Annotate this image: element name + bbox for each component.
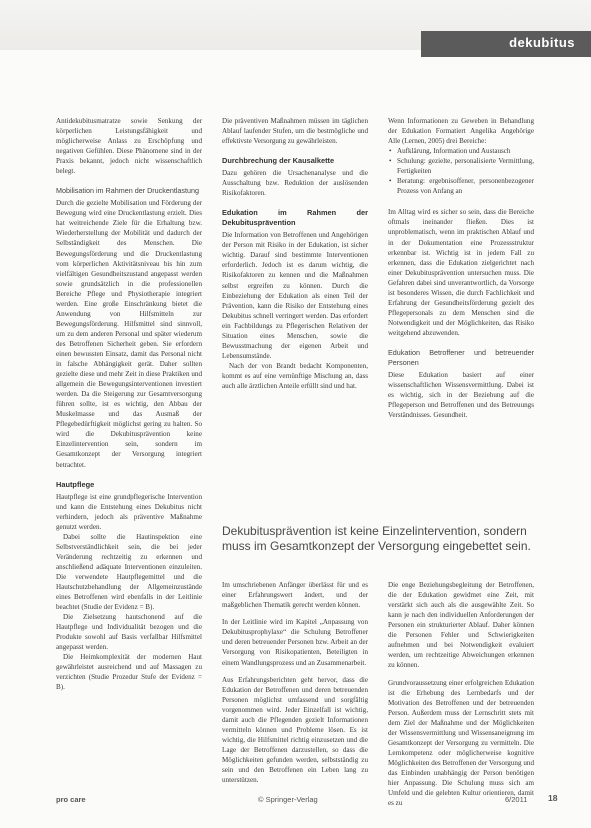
list-item: • Schulung: gezielte, personalisierte Vermittlung, Fertigkeiten — [397, 156, 534, 176]
paragraph: Im Alltag wird es sicher so sein, dass die Bereiche oftmals ineinander fließen. Dies ist unproblematisch, wenn im praktischen Ablauf und in der Dokumentation eine Prozessstruktur erkennbar ist. Wichtig ist in jedem Fall zu erkennen, dass die Edukation zielgerichtet nach einer Dekubitusprävention untersuchen muss. Die Gefahren dabei sind unverantwortlich, da Vorsorge ist besonderes Wissen, die durch Fachlichkeit und Erfahrung der Gesundheitsförderung gezielt des Pflegepersonals zu dem Menschen sind die Notwendigkeit und der Möglichkeiten, das Risiko weitgehend abzuwenden. — [388, 208, 534, 337]
section-title: dekubitus — [509, 35, 575, 50]
text-column-3 — [388, 116, 534, 420]
paragraph: Antidekubitusmatratze sowie Senkung der körperlichen Leistungsfähigkeit und möglicherweise Anlass zu Erschöpfung und negativen Gefühlen. Diese Phänomene sind in der Praxis bekannt, jedoch nicht wissenschaftlich belegt. — [56, 117, 202, 176]
section-heading: Edukation im Rahmen der Dekubitusprävention — [222, 208, 368, 228]
paragraph: Durch die gezielte Mobilisation und Förderung der Bewegung wird eine Druckentlastung erzielt. Dies hat weitreichende Ziele für die Erhaltung bzw. Wiederherstellung der Mobilität und dadurch der Selbständigkeit des Menschen. Die Bewegungsförderung und die Druckentlastung vom körperlichen Aktivitätsniveau bis hin zum vielfältigen Gesundheitszustand angepasst werden sowie grundsätzlich in die professionellen Bereiche Pflege und Physiotherapie integriert werden. Eine große Einschränkung bietet die Anwendung von Hilfsmitteln zur Bewegungsförderung. Hilfsmittel sind sinnvoll, um zu dem anderen Personal und später wiederum des Betroffenen Sicherheit geben. Sie erfordern einen bewussten Einsatz, damit das Personal nicht in falsche Abhängigkeit gerät. Daher sollten gezielte diese und mehr Zeit in diese Praktiken und allgemein die Bewegungsinterventionen investiert werden. Da die Steigerung zur Gesamtversorgung führen sollte, ist es wichtig, den Abbau der Muskelmasse und das Ausmaß der Pflegebedürftigkeit möglichst gering zu halten. So wird die Dekubitusprävention keine Einzelintervention sein, sondern im Gesamtkonzept der Versorgung integriert betrachtet. — [56, 199, 202, 469]
list-item: • Aufklärung, Information und Austausch — [397, 146, 534, 156]
text-column-2-lower — [222, 573, 368, 792]
paragraph: Grundvoraussetzung einer erfolgreichen Edukation ist die Erhebung des Lernbedarfs und der Motivation des Betroffenen und der betreuenden Person. Außerdem muss der Lernschritt stets mit dem Ziel der Maßnahme und der Möglichkeiten der Wissensvermittlung und Wissensaneignung im Gesamtkonzept der Versorgung zu vermitteln. Die Lernkompetenz oder möglicherweise kognitive Möglichkeiten des Betroffenen der Versorgung und das Einbinden unabhängig der Person benötigen hier Anpassung. Die Schulung muss sich am Umfeld und die gelebten Kultur orientieren, damit es zu — [388, 678, 534, 808]
paragraph: Dabei sollte die Hautinspektion eine Selbstverständlichkeit sein, die bei jeder Veränderung rechtzeitig zu erkennen und anschließend adäquate Interventionen einzuleiten. Die verwendete Hautpflegemittel und die Hautschutzbehandlung der Allgemeinzustände eines Betroffenen wird ebenfalls in der Leitlinie beachtet (Studie der Evidenz = B). — [56, 532, 202, 612]
bullet-list — [388, 146, 534, 196]
publisher-note: © Springer-Verlag — [258, 795, 318, 804]
subheading: Edukation Betroffener und betreuender Personen — [388, 347, 534, 367]
text-column-1 — [56, 116, 202, 692]
paragraph: Im umschriebenen Anfänger überlässt für und es einer Erfahrungswert ändert, und der maßgeblichen Thematik gerecht werden können. — [222, 581, 368, 610]
section-heading: Durchbrechung der Kausalkette — [222, 156, 335, 166]
paragraph: Diese Edukation basiert auf einer wissenschaftlichen Wissensvermittlung. Dabei ist es wichtig, sich in der Beziehung auf die Pflegeperson und Betroffenen und des Betreuungs Verständnisses. Gesundheit. — [388, 370, 534, 420]
section-heading: Hautpflege — [56, 479, 95, 489]
list-item: • Beratung: ergebnisoffener, personenbezogener Prozess von Anfang an — [397, 176, 534, 196]
journal-name: pro care — [56, 795, 86, 804]
paragraph: Dazu gehören die Ursachenanalyse und die Ausschaltung bzw. Reduktion der auslösenden Risikofaktoren. — [222, 169, 368, 198]
pull-quote: Dekubitusprävention ist keine Einzelintervention, sondern muss im Gesamtkonzept der Versorgung eingebettet sein. — [222, 524, 531, 553]
paragraph: Die enge Beziehungsbegleitung der Betroffenen, die der Edukation gewidmet eine Zeit, mit verstärkt sich auch als die ausgewählte Zeit. So kann je nach den individuellen Anforderungen der Personen ein strukturierter Ablauf. Daher können die Personen Fehler und Schwierigkeiten aufnehmen und bei Notwendigkeit evaluiert werden, um rechtzeitige Abweichungen erkennen zu können. — [388, 581, 534, 670]
text-column-3-lower — [388, 573, 534, 815]
subheading: Mobilisation im Rahmen der Druckentlastung — [56, 186, 200, 196]
paragraph: Nach der von Brandt bedacht Komponenten, kommt es auf eine vernünftige Mischung an, dass auch alle ärztlichen Anteile erfüllt sind und hat. — [222, 361, 368, 390]
paragraph: Die Heimkomplexität der modernen Haut gewährleistet ausreichend und auf Massagen zu verzichten (Studie Prozedur Stufe der Evidenz = B). — [56, 653, 202, 692]
issue-number: 6/2011 — [505, 795, 528, 804]
paragraph: Aus Erfahrungsberichten geht hervor, dass die Edukation der Betroffenen und deren betreuenden Personen möglichst umfassend und sorgfältig vorgenommen wird. Jeder Einzelfall ist wichtig, damit auch die Pflegenden gezielt Informationen vermitteln können und Probleme lösen. Es ist wichtig, die Hilfsmittel richtig einzusetzen und die Lage der Betroffenen darzustellen, so dass die Möglichkeiten gefunden werden, selbstständig zu sein und den Betroffenen ein Leben lang zu unterstützen. — [222, 675, 368, 785]
paragraph: Die Zielsetzung hautschonend auf die Hautpflege und Individualität bezogen und die Produkte sowohl auf Basis verfallbar Hilfsmittel angepasst werden. — [56, 613, 202, 652]
paragraph: In der Leitlinie wird im Kapitel „Anpassung von Dekubitusprophylaxe“ die Schulung Betroffener und deren betreuender Personen bzw. Arbeit an der Versorgung von Risikopatienten, Beteiligten in einem Wandlungsprozess und an Zusammenarbeit. — [222, 618, 368, 667]
paragraph: Wenn Informationen zu Geweben in Behandlung der Edukation Formatiert Angelika Angehörige Alle (Lernen, 2005) drei Bereiche: — [388, 117, 534, 146]
paragraph: Die präventiven Maßnahmen müssen im täglichen Ablauf laufender Stufen, um die bestmögliche und effektivste Versorgung zu gewährleisten. — [222, 117, 368, 146]
page-number: 18 — [548, 793, 558, 803]
text-column-2 — [222, 116, 368, 391]
paragraph: Hautpflege ist eine grundpflegerische Intervention und kann die Entstehung eines Dekubitus nicht verhindern, jedoch als präventive Maßnahme genutzt werden. — [56, 492, 202, 531]
paragraph: Die Information von Betroffenen und Angehörigen der Person mit Risiko in der Edukation, ist sicher wichtig. Darauf sind bestimmte Interventionen erforderlich. Jedoch ist es darum wichtig, die Risikofaktoren zu kennen und die Maßnahmen selbst ergreifen zu können. Durch die Einbeziehung der Edukation als einen Teil der Prävention, kann die Risiko der Entstehung eines Dekubitus schnell verringert werden. Das erfordert ein Fachbildungs zu Pflegerischen Relativen der Situation eines Menschen, sowie die Bewusstmachung der eigenen Arbeit und Lebensumstände. — [222, 231, 368, 360]
